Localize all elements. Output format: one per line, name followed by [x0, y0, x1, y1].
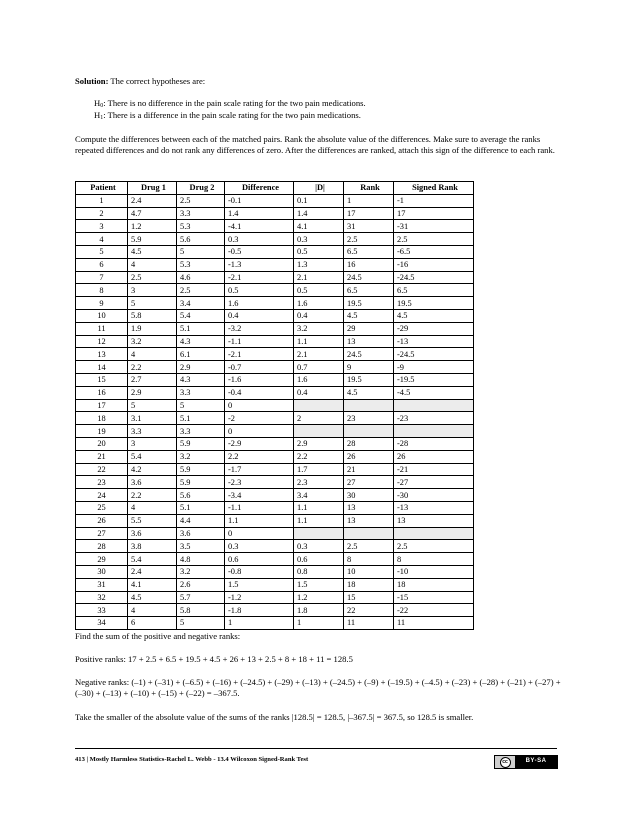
table-cell: 1.9: [128, 322, 177, 335]
table-cell: 1.6: [225, 297, 294, 310]
table-cell: -15: [394, 591, 474, 604]
table-cell: 13: [344, 501, 394, 514]
table-row: [76, 194, 474, 207]
table-cell: -1.2: [225, 591, 294, 604]
table-cell: [294, 425, 344, 438]
table-cell: 16: [76, 386, 128, 399]
table-cell: -3.2: [225, 322, 294, 335]
table-cell: 0.5: [294, 284, 344, 297]
table-cell: -0.4: [225, 386, 294, 399]
table-cell: -24.5: [394, 348, 474, 361]
conclusion: Take the smaller of the absolute value of the sums of the ranks |128.5| = 128.5, |–367.5| = 367.5, so 128.5 is smaller.: [75, 712, 474, 722]
table-cell: 2.5: [394, 233, 474, 246]
table-header-row: [76, 182, 474, 195]
table-cell: 21: [344, 463, 394, 476]
table-cell: -1.6: [225, 373, 294, 386]
table-cell: 1.6: [294, 297, 344, 310]
header-drug-2: Drug 2: [177, 182, 225, 195]
table-row: [76, 463, 474, 476]
table-cell: [344, 399, 394, 412]
table-cell: 1: [344, 194, 394, 207]
table-row: [76, 309, 474, 322]
table-cell: 10: [344, 565, 394, 578]
table-cell: 31: [344, 220, 394, 233]
table-cell: 25: [76, 501, 128, 514]
table-cell: -16: [394, 258, 474, 271]
table-cell: 2.5: [177, 284, 225, 297]
table-cell: 3.2: [177, 565, 225, 578]
table-cell: 0.3: [294, 233, 344, 246]
cc-license-badge: [494, 755, 558, 769]
table-cell: 15: [76, 373, 128, 386]
table-cell: 3: [128, 437, 177, 450]
table-cell: 2: [76, 207, 128, 220]
table-cell: 1.1: [294, 501, 344, 514]
table-cell: 27: [344, 476, 394, 489]
table-cell: -2.9: [225, 437, 294, 450]
table-cell: -13: [394, 501, 474, 514]
table-cell: 1: [225, 617, 294, 630]
table-cell: 5: [76, 245, 128, 258]
table-cell: 2.9: [128, 386, 177, 399]
table-cell: -9: [394, 361, 474, 374]
table-cell: 3.3: [177, 425, 225, 438]
table-cell: 5.3: [177, 220, 225, 233]
table-cell: 29: [76, 553, 128, 566]
table-cell: 4.5: [344, 386, 394, 399]
table-cell: 23: [76, 476, 128, 489]
table-row: [76, 245, 474, 258]
table-cell: 5.3: [177, 258, 225, 271]
table-cell: 29: [344, 322, 394, 335]
table-cell: 0: [225, 399, 294, 412]
table-cell: 6.1: [177, 348, 225, 361]
table-cell: -4.5: [394, 386, 474, 399]
table-cell: -2.1: [225, 348, 294, 361]
table-cell: 0.4: [225, 309, 294, 322]
table-row: [76, 373, 474, 386]
table-cell: [344, 425, 394, 438]
table-cell: 1.8: [294, 604, 344, 617]
table-cell: 7: [76, 271, 128, 284]
table-row: [76, 386, 474, 399]
table-cell: 5.9: [128, 233, 177, 246]
table-cell: 2.9: [294, 437, 344, 450]
table-cell: 34: [76, 617, 128, 630]
table-cell: 5: [128, 399, 177, 412]
table-cell: 4: [128, 258, 177, 271]
table-row: [76, 297, 474, 310]
table-cell: 3.3: [177, 207, 225, 220]
table-cell: 4.5: [128, 591, 177, 604]
table-cell: 17: [76, 399, 128, 412]
table-cell: 22: [76, 463, 128, 476]
table-cell: 5.9: [177, 476, 225, 489]
table-cell: 2.5: [394, 540, 474, 553]
table-cell: 18: [76, 412, 128, 425]
table-row: [76, 207, 474, 220]
table-cell: 6.5: [344, 245, 394, 258]
table-cell: [394, 399, 474, 412]
table-cell: 0.1: [294, 194, 344, 207]
solution-text: The correct hypotheses are:: [108, 76, 206, 86]
instructions-paragraph: Compute the differences between each of the matched pairs. Rank the absolute value of the differences. Make sure to average the ranks repeated differences and do not rank any differences of zero. After the differences are ranked, attach this sign of the difference to each rank.: [75, 134, 555, 156]
table-cell: -0.7: [225, 361, 294, 374]
table-cell: 0.4: [294, 386, 344, 399]
table-cell: [394, 425, 474, 438]
table-cell: 4.5: [128, 245, 177, 258]
table-row: [76, 437, 474, 450]
table-cell: 2: [294, 412, 344, 425]
table-cell: -1.1: [225, 501, 294, 514]
table-cell: -1.7: [225, 463, 294, 476]
table-cell: 17: [344, 207, 394, 220]
table-cell: 4: [128, 604, 177, 617]
table-cell: 2.6: [177, 578, 225, 591]
page-footer: 413 | Mostly Harmless Statistics-Rachel L. Webb - 13.4 Wilcoxon Signed-Rank Test: [75, 756, 309, 763]
header-patient: Patient: [76, 182, 128, 195]
null-hypothesis: $H_0$: There is no difference in the pain scale rating for the two pain medications.: [94, 98, 366, 109]
sum-intro: Find the sum of the positive and negative ranks:: [75, 631, 241, 641]
table-cell: 5.1: [177, 322, 225, 335]
table-cell: 15: [344, 591, 394, 604]
table-cell: 1.3: [294, 258, 344, 271]
table-cell: 5: [177, 617, 225, 630]
table-cell: 3.2: [177, 450, 225, 463]
table-cell: -19.5: [394, 373, 474, 386]
table-cell: 0.5: [294, 245, 344, 258]
table-cell: -1.8: [225, 604, 294, 617]
header-difference: Difference: [225, 182, 294, 195]
table-cell: 16: [344, 258, 394, 271]
table-cell: -4.1: [225, 220, 294, 233]
table-cell: 2.3: [294, 476, 344, 489]
table-cell: 11: [344, 617, 394, 630]
table-cell: 6: [128, 617, 177, 630]
table-cell: 8: [394, 553, 474, 566]
table-cell: 4.2: [128, 463, 177, 476]
table-row: [76, 514, 474, 527]
table-cell: 2.1: [294, 271, 344, 284]
table-cell: 28: [76, 540, 128, 553]
table-cell: 2.9: [177, 361, 225, 374]
table-cell: 0.3: [294, 540, 344, 553]
table-row: [76, 412, 474, 425]
table-cell: 13: [344, 335, 394, 348]
table-cell: 8: [344, 553, 394, 566]
table-cell: 0.8: [294, 565, 344, 578]
table-cell: 0.4: [294, 309, 344, 322]
table-cell: -2: [225, 412, 294, 425]
table-cell: 1.5: [225, 578, 294, 591]
solution-label: Solution:: [75, 76, 109, 86]
table-cell: 5.4: [177, 309, 225, 322]
alternative-hypothesis: $H_1$: There is a difference in the pain scale rating for the two pain medications.: [94, 110, 361, 121]
table-cell: 2.4: [128, 194, 177, 207]
table-row: [76, 489, 474, 502]
table-cell: -24.5: [394, 271, 474, 284]
table-cell: 5: [177, 245, 225, 258]
table-cell: 5: [177, 399, 225, 412]
table-cell: 1.5: [294, 578, 344, 591]
table-cell: 0.6: [225, 553, 294, 566]
table-cell: 5.5: [128, 514, 177, 527]
table-cell: 22: [344, 604, 394, 617]
table-cell: 19.5: [344, 297, 394, 310]
table-cell: 1.2: [294, 591, 344, 604]
table-cell: -2.3: [225, 476, 294, 489]
table-cell: -13: [394, 335, 474, 348]
table-row: [76, 501, 474, 514]
table-cell: 30: [344, 489, 394, 502]
table-cell: 20: [76, 437, 128, 450]
table-cell: -27: [394, 476, 474, 489]
table-cell: 4: [76, 233, 128, 246]
table-cell: 4.1: [294, 220, 344, 233]
table-cell: -29: [394, 322, 474, 335]
table-cell: 18: [394, 578, 474, 591]
table-cell: 3.2: [294, 322, 344, 335]
table-cell: -3.4: [225, 489, 294, 502]
table-cell: 13: [344, 514, 394, 527]
table-row: [76, 553, 474, 566]
table-cell: 3: [76, 220, 128, 233]
table-cell: -28: [394, 437, 474, 450]
table-cell: 5.7: [177, 591, 225, 604]
table-cell: 3.3: [128, 425, 177, 438]
table-cell: 1.2: [128, 220, 177, 233]
table-cell: 2.2: [128, 361, 177, 374]
table-cell: 2.5: [344, 540, 394, 553]
table-cell: -30: [394, 489, 474, 502]
table-cell: 13: [394, 514, 474, 527]
solution-intro: [75, 76, 205, 87]
table-cell: 3.6: [128, 476, 177, 489]
table-cell: 4: [128, 501, 177, 514]
table-cell: 3.6: [128, 527, 177, 540]
table-cell: 5.1: [177, 501, 225, 514]
table-cell: 1.1: [294, 335, 344, 348]
table-cell: 24.5: [344, 348, 394, 361]
table-cell: -31: [394, 220, 474, 233]
table-cell: 3.3: [177, 386, 225, 399]
table-row: [76, 322, 474, 335]
table-row: [76, 578, 474, 591]
table-cell: 1.4: [225, 207, 294, 220]
table-cell: 3.4: [294, 489, 344, 502]
table-cell: 0.5: [225, 284, 294, 297]
table-row: [76, 450, 474, 463]
table-cell: 4: [128, 348, 177, 361]
table-cell: 5.8: [177, 604, 225, 617]
table-cell: 24: [76, 489, 128, 502]
table-cell: -21: [394, 463, 474, 476]
table-cell: 1: [76, 194, 128, 207]
signed-rank-table: [75, 181, 474, 630]
table-cell: -6.5: [394, 245, 474, 258]
table-cell: 6.5: [344, 284, 394, 297]
table-cell: 4.4: [177, 514, 225, 527]
table-cell: 4.1: [128, 578, 177, 591]
table-row: [76, 258, 474, 271]
table-cell: 0: [225, 527, 294, 540]
table-cell: 6: [76, 258, 128, 271]
table-cell: 13: [76, 348, 128, 361]
table-cell: 5.4: [128, 450, 177, 463]
table-body: [76, 194, 474, 629]
table-cell: 0.7: [294, 361, 344, 374]
table-cell: 4.3: [177, 373, 225, 386]
table-row: [76, 565, 474, 578]
table-row: [76, 617, 474, 630]
table-cell: 19.5: [394, 297, 474, 310]
table-row: [76, 361, 474, 374]
table-cell: -10: [394, 565, 474, 578]
table-cell: 26: [394, 450, 474, 463]
table-cell: 17: [394, 207, 474, 220]
table-row: [76, 348, 474, 361]
header-abs-difference: |D|: [294, 182, 344, 195]
table-cell: 19: [76, 425, 128, 438]
table-cell: 3.4: [177, 297, 225, 310]
table-cell: 1.1: [225, 514, 294, 527]
table-cell: 3.5: [177, 540, 225, 553]
table-cell: 33: [76, 604, 128, 617]
table-cell: 5.6: [177, 489, 225, 502]
table-row: [76, 591, 474, 604]
table-cell: 2.5: [128, 271, 177, 284]
table-cell: 5.1: [177, 412, 225, 425]
table-cell: 1.6: [294, 373, 344, 386]
table-cell: 5.9: [177, 463, 225, 476]
table-row: [76, 425, 474, 438]
table-cell: 4.3: [177, 335, 225, 348]
table-cell: 8: [76, 284, 128, 297]
table-cell: 3.1: [128, 412, 177, 425]
table-row: [76, 476, 474, 489]
table-cell: 28: [344, 437, 394, 450]
table-cell: -0.8: [225, 565, 294, 578]
table-cell: -23: [394, 412, 474, 425]
negative-ranks-sum: Negative ranks: (–1) + (–31) + (–6.5) + (–16) + (–24.5) + (–29) + (–13) + (–24.5) + (–9) + (–19.5) + (–4.5) + (–23) + (–28) + (–21) + (–27) + (–30) + (–13) + (–10) + (–15) + (–22) = –367.5.: [75, 677, 561, 699]
table-cell: 3.2: [128, 335, 177, 348]
table-cell: 1: [294, 617, 344, 630]
table-cell: 0.3: [225, 540, 294, 553]
table-cell: 19.5: [344, 373, 394, 386]
table-cell: 18: [344, 578, 394, 591]
table-cell: 14: [76, 361, 128, 374]
table-cell: 9: [344, 361, 394, 374]
table-cell: 5.6: [177, 233, 225, 246]
table-row: [76, 284, 474, 297]
table-cell: 4.7: [128, 207, 177, 220]
table-cell: [344, 527, 394, 540]
cc-license-text: BY-SA: [515, 756, 557, 768]
table-cell: 3.6: [177, 527, 225, 540]
table-cell: 1.7: [294, 463, 344, 476]
table-cell: 2.5: [344, 233, 394, 246]
table-cell: 5.4: [128, 553, 177, 566]
table-cell: -2.1: [225, 271, 294, 284]
table-cell: 2.5: [177, 194, 225, 207]
table-cell: 2.2: [128, 489, 177, 502]
table-cell: 2.7: [128, 373, 177, 386]
table-cell: [294, 399, 344, 412]
header-drug-1: Drug 1: [128, 182, 177, 195]
table-cell: 12: [76, 335, 128, 348]
table-cell: 30: [76, 565, 128, 578]
footer-divider: [75, 748, 557, 749]
table-cell: -0.5: [225, 245, 294, 258]
table-cell: 0.3: [225, 233, 294, 246]
table-cell: 27: [76, 527, 128, 540]
table-row: [76, 271, 474, 284]
positive-ranks-sum: Positive ranks: 17 + 2.5 + 6.5 + 19.5 + 4.5 + 26 + 13 + 2.5 + 8 + 18 + 11 = 128.5: [75, 654, 353, 664]
header-rank: Rank: [344, 182, 394, 195]
table-cell: 4.5: [394, 309, 474, 322]
table-cell: 0.6: [294, 553, 344, 566]
table-cell: 2.2: [294, 450, 344, 463]
table-cell: [294, 527, 344, 540]
table-cell: 24.5: [344, 271, 394, 284]
header-signed-rank: Signed Rank: [394, 182, 474, 195]
table-row: [76, 604, 474, 617]
table-cell: 4.6: [177, 271, 225, 284]
table-cell: 9: [76, 297, 128, 310]
table-cell: 23: [344, 412, 394, 425]
table-cell: 31: [76, 578, 128, 591]
table-cell: -1.3: [225, 258, 294, 271]
table-cell: [394, 527, 474, 540]
table-cell: 26: [344, 450, 394, 463]
cc-icon: cc: [495, 756, 515, 768]
table-cell: 32: [76, 591, 128, 604]
table-cell: 11: [76, 322, 128, 335]
table-cell: 4.5: [344, 309, 394, 322]
table-cell: 1.4: [294, 207, 344, 220]
table-cell: 1.1: [294, 514, 344, 527]
table-cell: 2.4: [128, 565, 177, 578]
table-cell: 3: [128, 284, 177, 297]
table-cell: 11: [394, 617, 474, 630]
table-cell: 4.8: [177, 553, 225, 566]
table-cell: -22: [394, 604, 474, 617]
table-cell: 26: [76, 514, 128, 527]
table-cell: 0: [225, 425, 294, 438]
table-cell: 5: [128, 297, 177, 310]
table-cell: -1.1: [225, 335, 294, 348]
table-cell: 3.8: [128, 540, 177, 553]
table-cell: 6.5: [394, 284, 474, 297]
table-row: [76, 220, 474, 233]
table-row: [76, 399, 474, 412]
table-cell: 21: [76, 450, 128, 463]
table-cell: -1: [394, 194, 474, 207]
table-row: [76, 233, 474, 246]
table-cell: -0.1: [225, 194, 294, 207]
table-cell: 5.9: [177, 437, 225, 450]
table-cell: 2.2: [225, 450, 294, 463]
table-cell: 2.1: [294, 348, 344, 361]
table-cell: 10: [76, 309, 128, 322]
table-row: [76, 335, 474, 348]
table-row: [76, 527, 474, 540]
table-row: [76, 540, 474, 553]
table-cell: 5.8: [128, 309, 177, 322]
